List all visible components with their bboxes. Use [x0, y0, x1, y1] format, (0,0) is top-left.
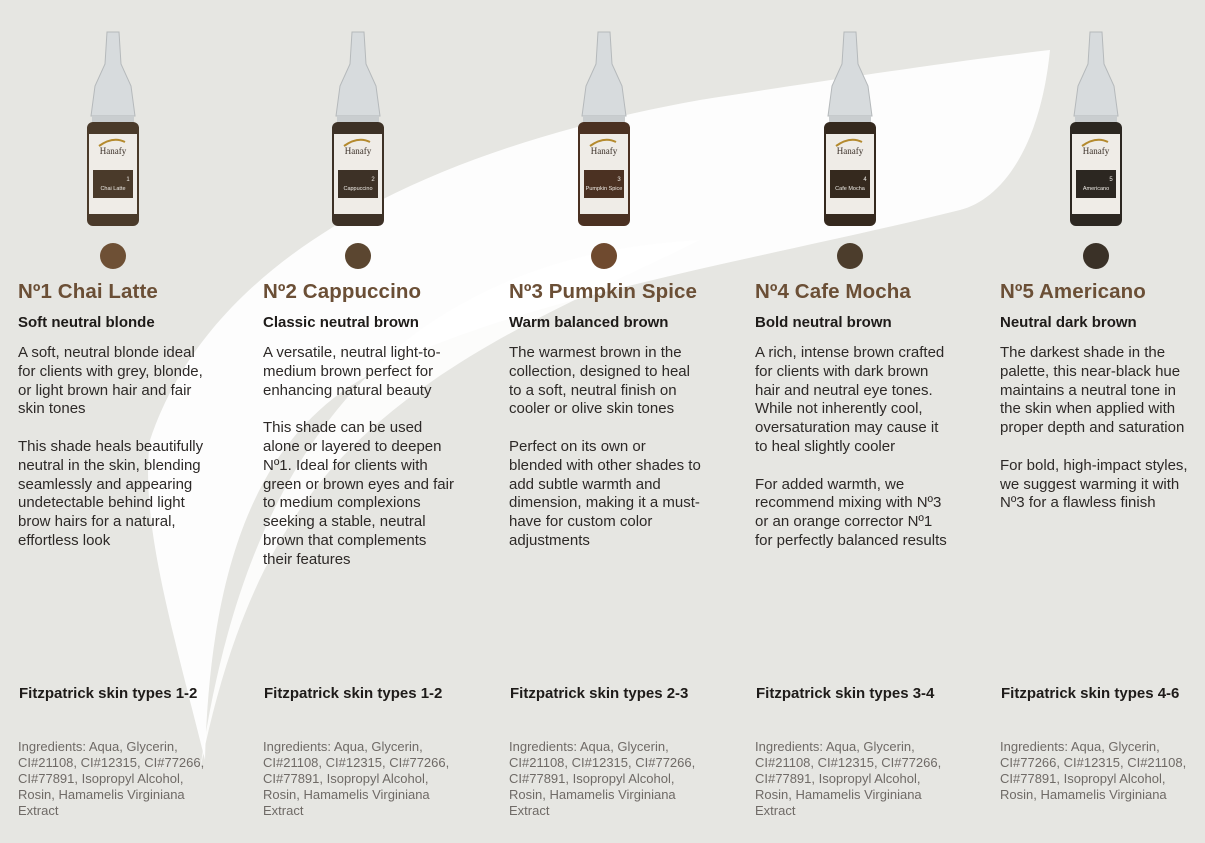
ingredients-list: Ingredients: Aqua, Glycerin, CI#21108, CI#12315, CI#77266, CI#77891, Isopropyl Alcohol, Rosin, Hamamelis Virginiana Extract: [755, 739, 942, 818]
description-paragraph: This shade heals beautifully neutral in the skin, blending seamlessly and appearing undetectable behind light brow hairs for a natural, effortless look: [18, 437, 204, 549]
product-column: [18, 0, 223, 843]
product-column: [755, 0, 960, 843]
description-paragraph: For bold, high-impact styles, we suggest warming it with Nº3 for a flawless finish: [1000, 456, 1188, 512]
bottle-label-name: Pumpkin Spice: [585, 186, 623, 192]
product-description: [509, 344, 701, 570]
fitzpatrick-skin-types: Fitzpatrick skin types 2-3: [510, 685, 689, 702]
bottle-label-name: Chai Latte: [100, 186, 126, 192]
fitzpatrick-skin-types: Fitzpatrick skin types 3-4: [756, 685, 935, 702]
bottle-brand: Hanafy: [836, 146, 864, 156]
bottle-label-name: Cafe Mocha: [835, 186, 865, 192]
product-description: [263, 344, 455, 588]
ingredients-list: Ingredients: Aqua, Glycerin, CI#21108, CI#12315, CI#77266, CI#77891, Isopropyl Alcohol, Rosin, Hamamelis Virginiana Extract: [263, 739, 450, 818]
bottle-brand: Hanafy: [1082, 146, 1110, 156]
product-subtitle: Bold neutral brown: [755, 314, 892, 331]
fitzpatrick-skin-types: Fitzpatrick skin types 1-2: [264, 685, 443, 702]
ingredients-list: Ingredients: Aqua, Glycerin, CI#21108, CI#12315, CI#77266, CI#77891, Isopropyl Alcohol, Rosin, Hamamelis Virginiana Extract: [509, 739, 696, 818]
product-title: Nº3 Pumpkin Spice: [509, 280, 698, 303]
product-title: Nº4 Cafe Mocha: [755, 280, 911, 303]
fitzpatrick-skin-types: Fitzpatrick skin types 4-6: [1001, 685, 1180, 702]
bottle-label-number: 3: [617, 177, 621, 183]
product-subtitle: Soft neutral blonde: [18, 314, 155, 331]
product-column: [263, 0, 468, 843]
ingredients-list: Ingredients: Aqua, Glycerin, CI#77266, CI#12315, CI#21108, CI#77891, Isopropyl Alcohol, Rosin, Hamamelis Virginiana: [1000, 739, 1187, 802]
bottle-label-number: 5: [1109, 177, 1113, 183]
bottle-label-number: 1: [126, 177, 130, 183]
product-title: Nº2 Cappuccino: [263, 280, 422, 303]
description-paragraph: A rich, intense brown crafted for clients with dark brown hair and neutral eye tones. While not inherently cool, oversaturation may cause it to heal slightly cooler: [755, 344, 945, 455]
product-subtitle: Neutral dark brown: [1000, 314, 1137, 331]
product-column: [509, 0, 714, 843]
description-paragraph: This shade can be used alone or layered to deepen Nº1. Ideal for clients with green or brown eyes and fair to medium complexions seeking a stable, neutral brown that complements their features: [263, 419, 454, 568]
bottle-brand: Hanafy: [590, 146, 618, 156]
product-description: [755, 344, 947, 570]
product-column: [1000, 0, 1205, 843]
bottle-brand: Hanafy: [99, 146, 127, 156]
product-description: [1000, 344, 1192, 532]
description-paragraph: Perfect on its own or blended with other shades to add subtle warmth and dimension, making it a must-have for custom color adjustments: [509, 437, 701, 549]
product-subtitle: Classic neutral brown: [263, 314, 419, 331]
fitzpatrick-skin-types: Fitzpatrick skin types 1-2: [19, 685, 198, 702]
product-description: [18, 344, 210, 570]
description-paragraph: The darkest shade in the palette, this near-black hue maintains a neutral tone in the skin when applied with proper depth and saturation: [1000, 344, 1185, 437]
bottle-label-number: 4: [863, 177, 867, 183]
description-paragraph: A soft, neutral blonde ideal for clients with grey, blonde, or light brown hair and fair skin tones: [18, 344, 203, 418]
bottle-label-number: 2: [371, 177, 375, 183]
ingredients-list: Ingredients: Aqua, Glycerin, CI#21108, CI#12315, CI#77266, CI#77891, Isopropyl Alcohol, Rosin, Hamamelis Virginiana Extract: [18, 739, 205, 818]
bottle-label-name: Cappuccino: [343, 186, 373, 192]
product-title: Nº5 Americano: [1000, 280, 1146, 303]
bottle-label-name: Americano: [1082, 186, 1110, 192]
product-subtitle: Warm balanced brown: [509, 314, 669, 331]
description-paragraph: The warmest brown in the collection, designed to heal to a soft, neutral finish on cooler or olive skin tones: [509, 344, 690, 418]
bottle-brand: Hanafy: [344, 146, 372, 156]
product-title: Nº1 Chai Latte: [18, 280, 158, 303]
description-paragraph: For added warmth, we recommend mixing with Nº3 or an orange corrector Nº1 for perfectly balanced results: [755, 475, 947, 549]
description-paragraph: A versatile, neutral light-to-medium brown perfect for enhancing natural beauty: [263, 344, 441, 399]
